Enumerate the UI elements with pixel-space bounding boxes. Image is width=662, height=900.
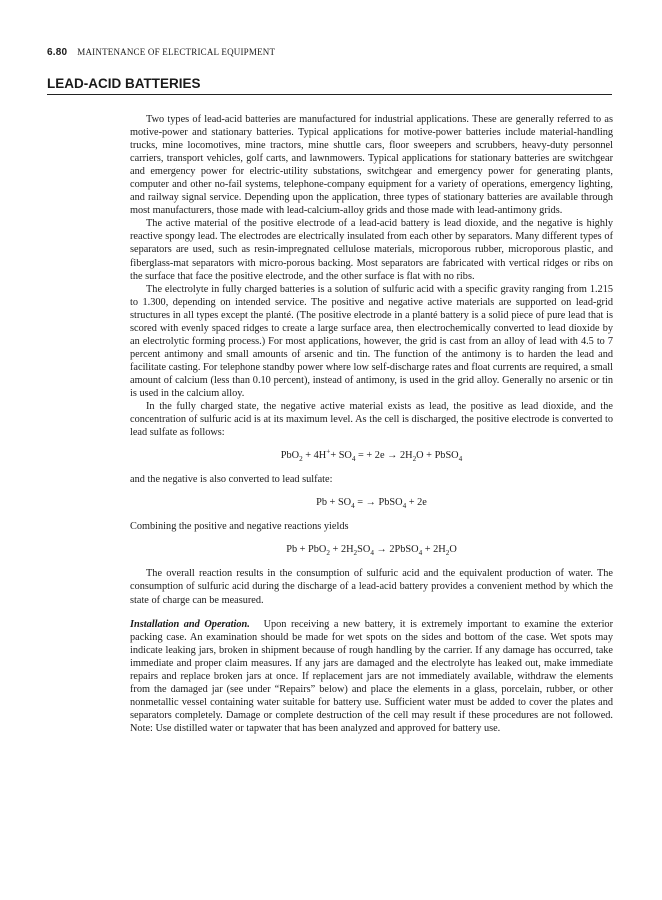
paragraph-overall-reaction: The overall reaction results in the consumption of sulfuric acid and the equivalent production of water. The consumption of sulfuric acid during the discharge of a lead-acid battery provides a convenient method by which the state of charge can be measured. <box>130 568 613 606</box>
page-number: 6.80 <box>47 47 68 58</box>
paragraph-battery-types: Two types of lead-acid batteries are manufactured for industrial applications. These are generally referred to as motive-power and stationary batteries. Typical applications for motive-power batteries include material-handling trucks, mine locomotives, mine tractors, mine shuttle cars, floor sweepers and scrubbers, heavy-duty personnel carriers, transport vehicles, golf carts, and lawnmowers. Typical applications for stationary batteries are switchgear and emergency power for electric-utility substations, switchgear and emergency power for generating plants, computer and other no-fail systems, telephone-company equipment for a variety of operations, emergency lighting, and railway signal service. Depending upon the application, three types of stationary batteries are available through most manufacturers, those made with lead-calcium-alloy grids and those made with lead-antimony grids. <box>130 114 613 217</box>
equation-positive: $PbO_2 + 4H^++ SO_4$ = + $2e \to 2H_2O$ + PbSO$_4$ <box>280 447 463 464</box>
connector-combining: Combining the positive and negative reactions yields <box>130 521 349 533</box>
section-title: LEAD-ACID BATTERIES <box>47 76 612 95</box>
body-text <box>130 113 613 735</box>
running-head <box>47 47 612 58</box>
paragraph-charged-state: In the fully charged state, the negative active material exists as lead, the positive as lead dioxide, and the concentration of sulfuric acid is at its maximum level. As the cell is discharged, the positive electrode is converted to lead sulfate as follows: <box>130 401 613 439</box>
equation-overall: $Pb + PbO_2 + 2H_2SO_4$ → 2PbSO$_4$ + $2H_2O$ <box>286 544 457 558</box>
installation-heading: Installation and Operation. <box>130 618 250 630</box>
paragraph-electrolyte: The electrolyte in fully charged batteries is a solution of sulfuric acid with a specific gravity ranging from 1.215 to 1.300, depending on intended service. The positive and negative active materials are supported on lead-grid structures in all types except the planté. (The positive electrode in a planté battery is a solid piece of pure lead that is scored with evenly spaced ridges to create a large surface area, then electrochemically converted to lead dioxide by an electrolytic forming process.) For most applications, however, the grid is cast from an alloy of lead with 4.5 to 7 percent antimony and small amounts of arsenic and tin. The function of the antimony is to harden the lead and facilitate casting. For telephone standby power where low self-discharge rates and float currents are required, a small amount of calcium (less than 0.10 percent), instead of antimony, is used in the grid alloy. Generally no arsenic or tin is used in the calcium alloy. <box>130 283 613 399</box>
equation-negative: $Pb + SO_4$ = → PbSO$_4$ + 2e <box>316 497 427 511</box>
running-title: MAINTENANCE OF ELECTRICAL EQUIPMENT <box>77 47 276 57</box>
installation-text: Upon receiving a new battery, it is extremely important to examine the exterior packing case. An examination should be made for wet spots on the sides and bottom of the case. Wet spots may indicate leaking jars, broken in shipment because of rough handling by the carrier. If any damage has occurred, take immediate and proper claim measures. If any jars are damaged and the electrolyte has leaked out, make immediate repairs and replace broken jars at once. If replacement jars are not immediately available, withdraw the elements from the damaged jar (see under “Repairs” below) and place the elements in a glass, porcelain, rubber, or other nonmetallic vessel containing water suitable for battery use. Sufficient water must be added to cover the plates and separators completely. Damage or complete destruction of the cell may result if these procedures are not followed. Note: Use distilled water or tapwater that has been analyzed and approved for battery use. <box>130 618 614 734</box>
paragraph-installation <box>130 618 613 735</box>
connector-negative: and the negative is also converted to lead sulfate: <box>130 474 333 486</box>
paragraph-active-material: The active material of the positive electrode of a lead-acid battery is lead dioxide, and the negative is highly reactive spongy lead. The electrodes are electrically insulated from each other by separators. Many different types of separators are used, such as resin-impregnated cellulose materials, microporous rubber, microporous plastic, and fiberglass-mat separators with micro-porous backing. Most separators are fabricated with vertical ridges or ribs on the surface that face the positive electrode, and the other surface is flat with no ribs. <box>130 218 613 282</box>
